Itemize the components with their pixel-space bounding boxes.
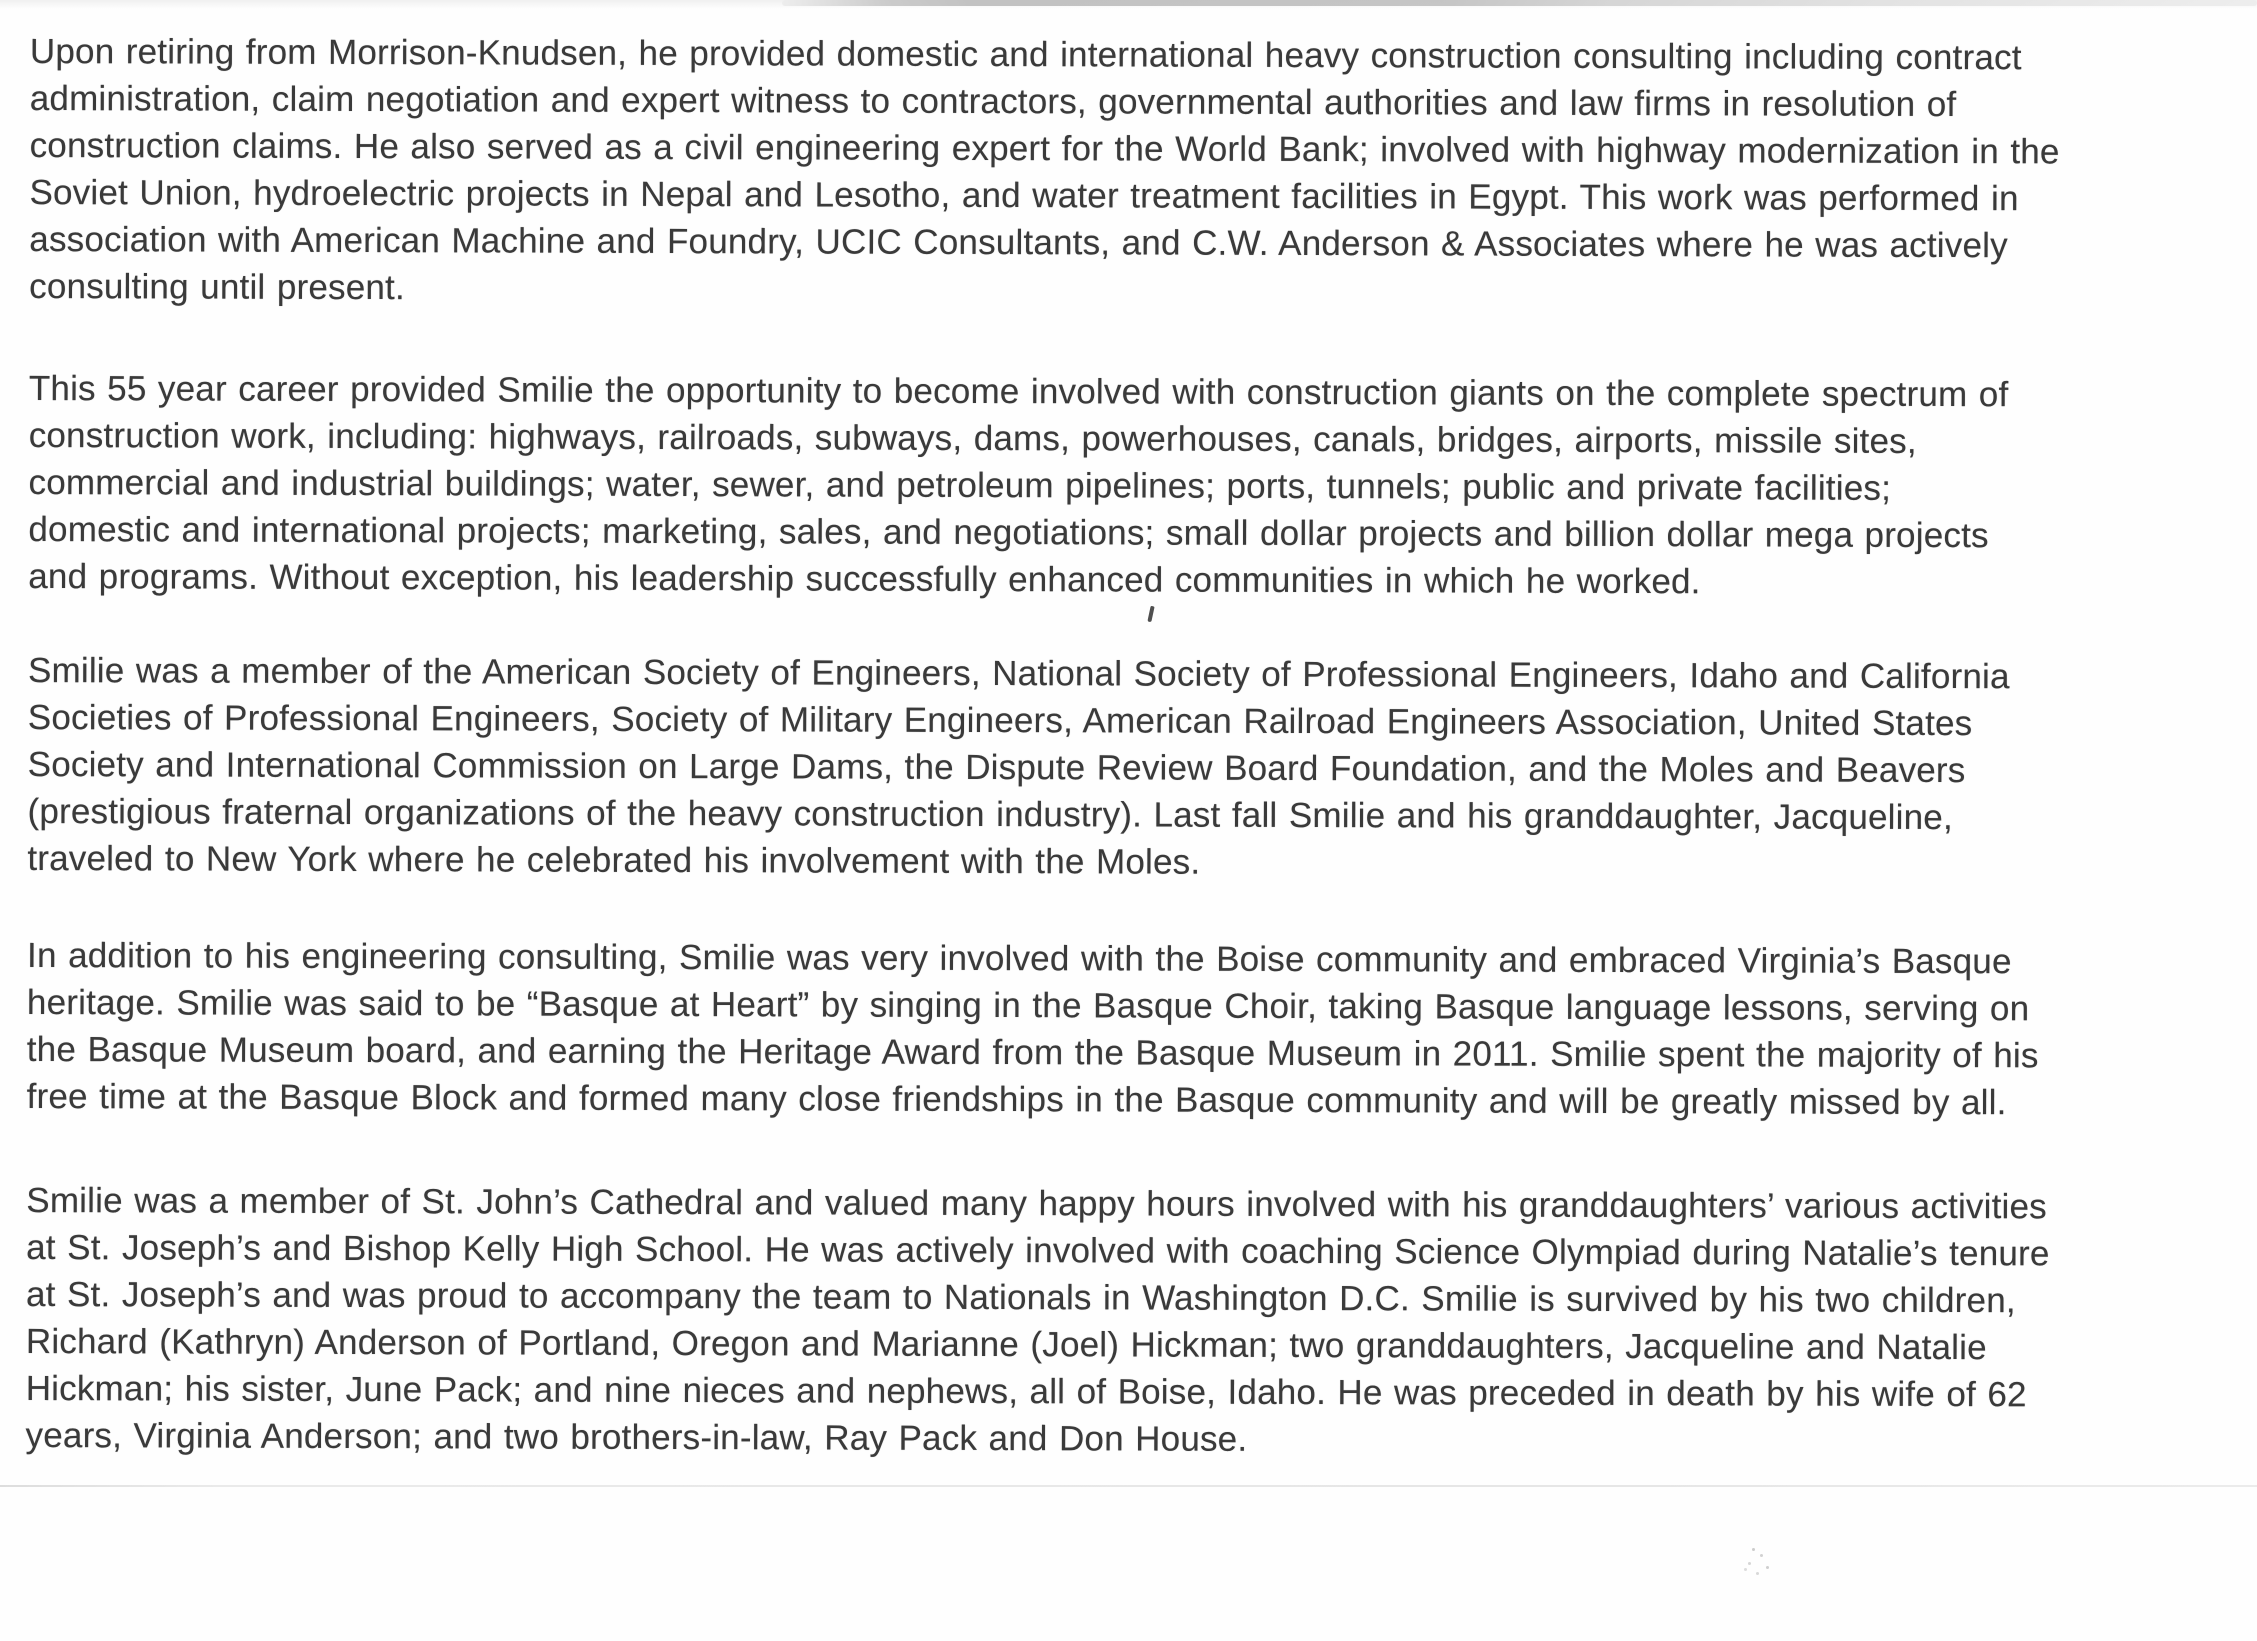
text-line: heritage. Smilie was said to be “Basque at Heart” by singing in the Basque Choir, taking Basque language lessons, serving on	[26, 982, 2030, 1029]
text-line: Smilie was a member of St. John’s Cathedral and valued many happy hours involved with his granddaughters’ various activities	[26, 1180, 2047, 1227]
text-line: Soviet Union, hydroelectric projects in Nepal and Lesotho, and water treatment facilities in Egypt. This work was performed in	[29, 172, 2019, 219]
scan-artifact-line	[0, 1485, 2257, 1487]
text-line: commercial and industrial buildings; water, sewer, and petroleum pipelines; ports, tunnels; public and private facilities;	[28, 462, 1892, 508]
paragraph-family-survivors	[26, 1177, 2244, 1466]
text-line: the Basque Museum board, and earning the Heritage Award from the Basque Museum in 2011. Smilie spent the majority of his	[26, 1029, 2039, 1076]
paragraph-memberships	[27, 647, 2245, 889]
scan-speckles	[1752, 1548, 1755, 1551]
text-line: years, Virginia Anderson; and two brothers-in-law, Ray Pack and Don House.	[25, 1415, 1248, 1459]
text-line: traveled to New York where he celebrated his involvement with the Moles.	[27, 838, 1201, 882]
text-line: Hickman; his sister, June Pack; and nine nieces and nephews, all of Boise, Idaho. He was preceded in death by his wife of 62	[25, 1368, 2027, 1415]
text-line: (prestigious fraternal organizations of the heavy construction industry). Last fall Smilie and his granddaughter, Jacqueline,	[27, 791, 1953, 838]
text-line: Society and International Commission on Large Dams, the Dispute Review Board Foundation, and the Moles and Beavers	[27, 744, 1966, 791]
text-line: Smilie was a member of the American Society of Engineers, National Society of Professional Engineers, Idaho and California	[27, 650, 2010, 697]
text-line: association with American Machine and Foundry, UCIC Consultants, and C.W. Anderson & Associates where he was actively	[29, 219, 2008, 266]
text-line: domestic and international projects; marketing, sales, and negotiations; small dollar projects and billion dollar mega projects	[28, 509, 1989, 556]
text-line: at St. Joseph’s and Bishop Kelly High School. He was actively involved with coaching Science Olympiad during Natalie’s tenure	[26, 1227, 2050, 1274]
text-line: construction claims. He also served as a civil engineering expert for the World Bank; involved with highway modernization in the	[29, 125, 2060, 172]
text-line: In addition to his engineering consulting, Smilie was very involved with the Boise community and embraced Virginia’s Basque	[27, 935, 2012, 982]
text-line: at St. Joseph’s and was proud to accompany the team to Nationals in Washington D.C. Smilie is survived by his two children,	[25, 1274, 2016, 1321]
paragraph-basque-community	[27, 932, 2245, 1127]
text-line: Societies of Professional Engineers, Society of Military Engineers, American Railroad Engineers Association, United States	[27, 697, 1973, 744]
paragraph-55-year-career	[28, 365, 2246, 607]
text-line: This 55 year career provided Smilie the opportunity to become involved with construction giants on the complete spectrum of	[28, 368, 2009, 415]
text-line: Upon retiring from Morrison-Knudsen, he provided domestic and international heavy construction consulting including contract	[29, 31, 2022, 78]
text-line: construction work, including: highways, railroads, subways, dams, powerhouses, canals, bridges, airports, missile sites,	[28, 415, 1917, 461]
text-line: and programs. Without exception, his leadership successfully enhanced communities in which he worked.	[28, 556, 1701, 602]
paragraph-consulting-career	[29, 28, 2247, 317]
text-line: free time at the Basque Block and formed many close friendships in the Basque community and will be greatly missed by all.	[26, 1076, 2007, 1123]
text-line: Richard (Kathryn) Anderson of Portland, Oregon and Marianne (Joel) Hickman; two granddaughters, Jacqueline and Natalie	[25, 1321, 1987, 1368]
text-line: consulting until present.	[29, 266, 405, 308]
text-line: administration, claim negotiation and expert witness to contractors, governmental authorities and law firms in resolution of	[29, 78, 1957, 125]
